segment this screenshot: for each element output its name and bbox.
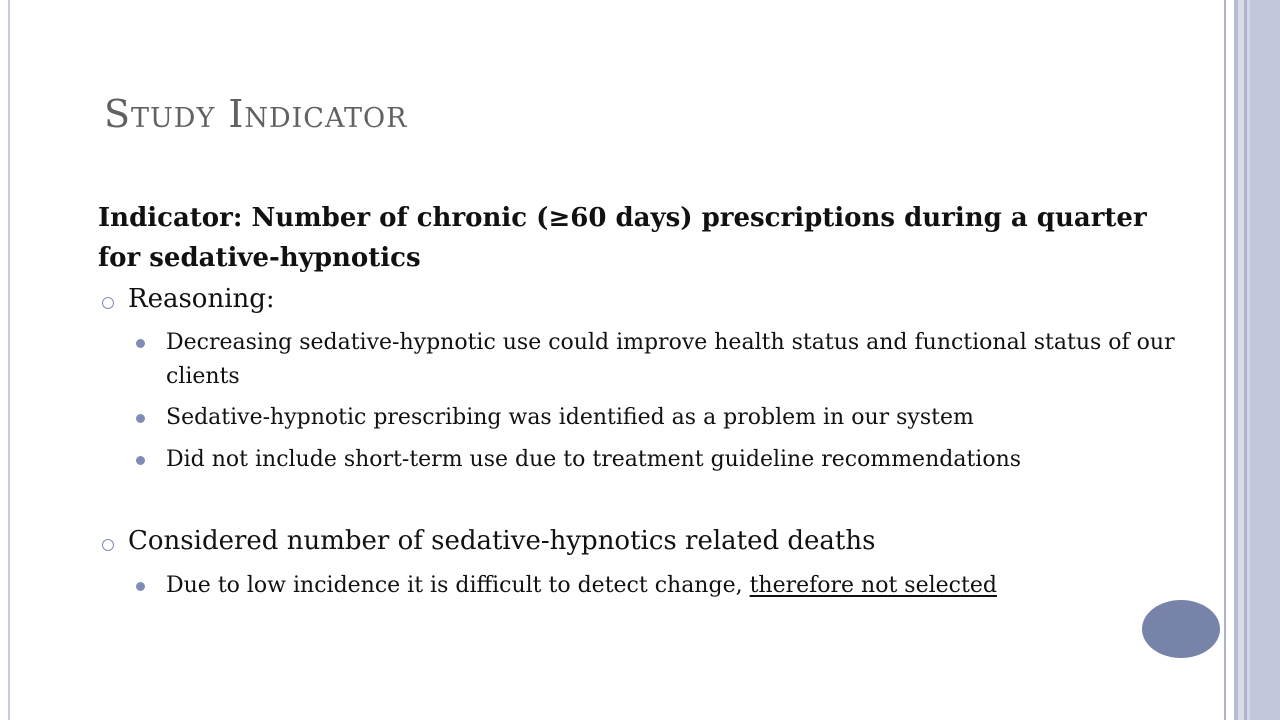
- hollow-bullet-icon: [102, 297, 114, 309]
- slide-title: Study Indicator: [104, 92, 408, 136]
- right-decorative-band: [1250, 0, 1280, 720]
- reasoning-heading: Reasoning:: [128, 284, 275, 314]
- reasoning-bullet-2: Sedative-hypnotic prescribing was identified as a problem in our system: [166, 405, 974, 430]
- reasoning-bullet-1: Decreasing sedative-hypnotic use could improve health status and functional status of our clients: [166, 330, 1175, 389]
- bullet-dot-icon: [136, 414, 145, 423]
- decorative-circle: [1142, 600, 1220, 658]
- right-decorative-band: [1226, 0, 1234, 720]
- considered-bullet-underlined: therefore not selected: [749, 573, 997, 598]
- left-border-line: [8, 0, 10, 720]
- indicator-statement: Indicator: Number of chronic (≥60 days) prescriptions during a quarter for sedative-hypnotics: [98, 203, 1147, 273]
- considered-heading: Considered number of sedative-hypnotics related deaths: [128, 526, 876, 556]
- considered-bullet-text: Due to low incidence it is difficult to detect change,: [166, 573, 750, 598]
- bullet-dot-icon: [136, 456, 145, 465]
- hollow-bullet-icon: [102, 539, 114, 551]
- considered-bullet: [166, 569, 1186, 603]
- reasoning-bullet-3: Did not include short-term use due to treatment guideline recommendations: [166, 447, 1022, 472]
- bullet-dot-icon: [136, 339, 145, 348]
- bullet-dot-icon: [136, 582, 145, 591]
